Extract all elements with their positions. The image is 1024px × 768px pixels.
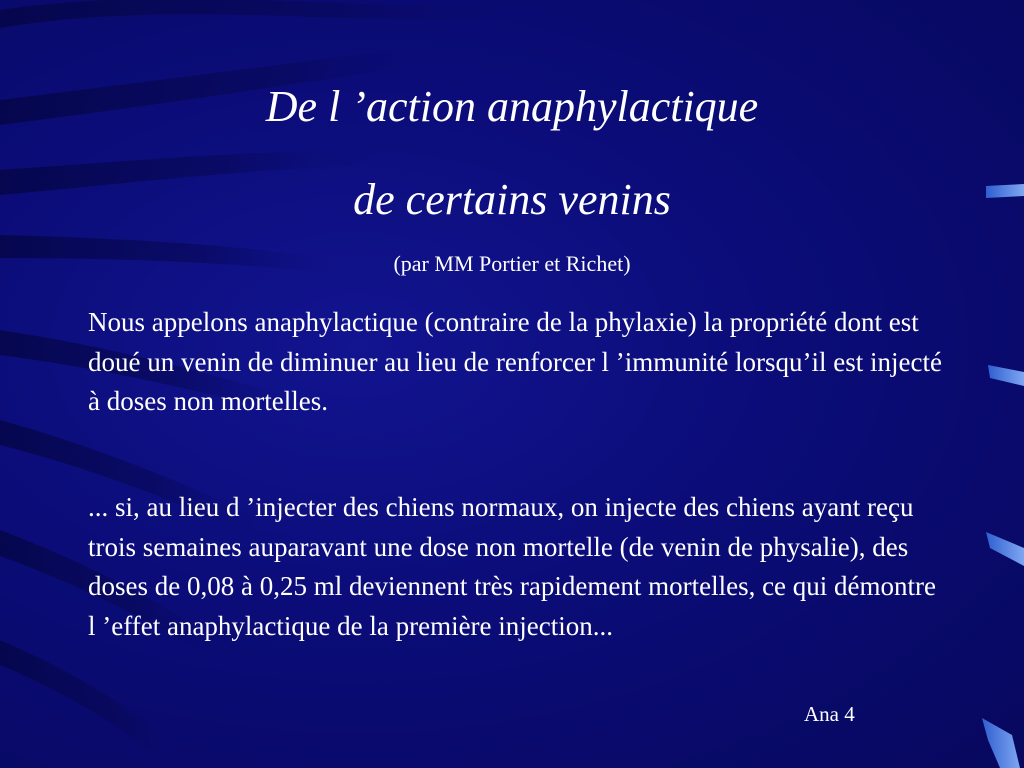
wave-band	[0, 640, 200, 768]
slide-title-line-1: De l ’action anaphylactique	[265, 82, 759, 131]
right-tick-mark	[982, 718, 1020, 768]
wave-band	[0, 0, 560, 28]
body-paragraph: ... si, au lieu d ’injecter des chiens normaux, on injecte des chiens ayant reçu trois semaines auparavant une dose non mortelle (de venin de physalie), des doses de 0,08 à 0,25 ml deviennent très rapidement mortelles, ce qui démontre l ’effet anaphylactique de la première injection...	[88, 492, 937, 641]
body-paragraph: Nous appelons anaphylactique (contraire de la phylaxie) la propriété dont est doué un venin de diminuer au lieu de renforcer l ’immunité lorsqu’il est injecté à doses non mortelles.	[88, 307, 942, 416]
right-tick-mark	[988, 365, 1024, 386]
slide-number: Ana 4	[804, 702, 855, 726]
right-tick-mark	[986, 532, 1024, 566]
slide-subtitle: (par MM Portier et Richet)	[393, 251, 631, 276]
slide-title-line-2: de certains venins	[353, 175, 671, 224]
